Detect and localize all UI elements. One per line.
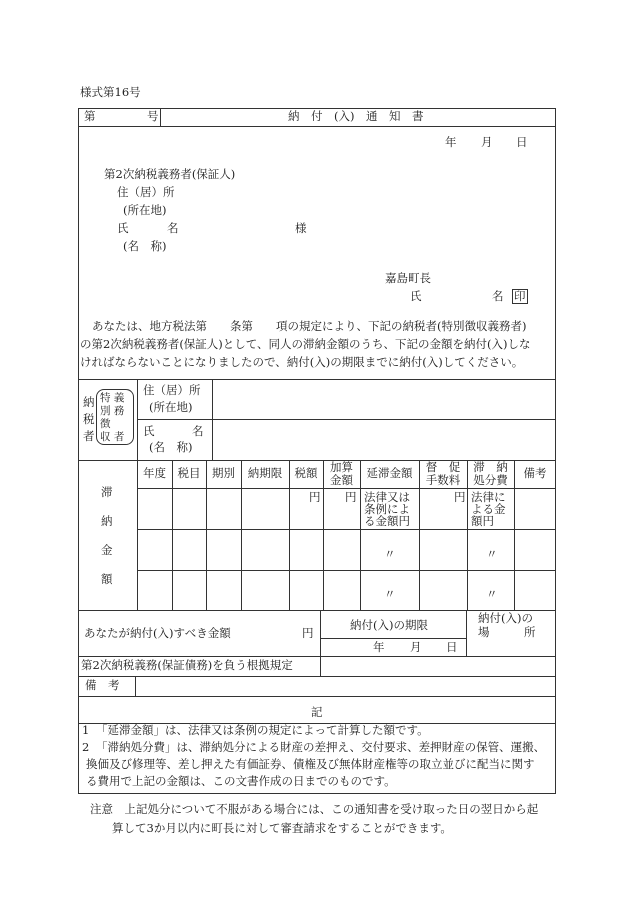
ditto-disposal-row-3: 〃: [486, 587, 498, 601]
col-header-remarks: 備考: [523, 466, 547, 480]
col-header-year: 年度: [143, 466, 166, 480]
arrears-side-3: 金: [101, 543, 113, 557]
addressee-address-sub: (所在地): [123, 203, 167, 217]
col-header-fee-1: 督 促: [425, 460, 461, 474]
date-day: 日: [516, 135, 528, 149]
taxpayer-paren-4: 収 者: [100, 431, 125, 443]
rule: [172, 460, 173, 610]
addressee-name-sub: (名 称): [123, 239, 167, 253]
rule: [78, 126, 556, 127]
addressee-sama: 様: [295, 221, 307, 235]
rule: [320, 656, 321, 676]
payment-deadline-day: 日: [446, 640, 458, 654]
body-line-3: ければならないことになりましたので、納付(入)の期限までに納付(入)してください。: [80, 355, 524, 369]
seal-mark: 印: [514, 289, 526, 303]
disposal-note-3: 額円: [471, 514, 494, 528]
body-line-1: あなたは、地方税法第 条第 項の規定により、下記の納税者(特別徴収義務者): [92, 319, 527, 333]
col-header-item: 税目: [177, 466, 201, 480]
rule: [514, 460, 515, 610]
taxpayer-char-3: 者: [83, 429, 95, 443]
number-go: 号: [147, 109, 159, 123]
rule: [137, 570, 556, 571]
date-month: 月: [481, 135, 493, 149]
taxpayer-name-mei: 名: [192, 424, 204, 438]
basis-label: 第2次納税義務(保証債務)を負う根拠規定: [81, 658, 293, 672]
arrears-side-1: 滞: [101, 485, 113, 499]
taxpayer-paren-1: 特 義: [100, 392, 125, 404]
rule: [206, 460, 207, 610]
rule: [78, 696, 556, 697]
ditto-delay-row-2: 〃: [384, 547, 396, 561]
taxpayer-name-sub: (名 称): [149, 440, 193, 454]
note-1-text: 「延滞金額」は、法律又は条例の規定によって計算した額です。: [96, 723, 429, 737]
payment-deadline-label: 納付(入)の期限: [350, 618, 428, 632]
taxpayer-paren-3: 徴: [100, 418, 111, 430]
taxpayer-paren-2: 別 務: [100, 405, 125, 417]
form-number: 様式第16号: [80, 85, 141, 99]
col-header-delay: 延滞金額: [366, 466, 413, 480]
taxpayer-name-shi: 氏: [143, 424, 155, 438]
col-header-disposal-1: 滞 納: [473, 460, 508, 474]
rule: [135, 676, 136, 696]
rule: [78, 379, 556, 380]
payment-amount-yen: 円: [302, 626, 314, 640]
arrears-side-2: 納: [101, 514, 113, 528]
addressee-name-shi: 氏: [117, 221, 129, 235]
disposal-note-2: よる金: [471, 502, 506, 516]
delay-note-3: る金額円: [364, 514, 410, 528]
delay-note-1: 法律又は: [364, 490, 410, 504]
caution-line-1: 注意 上記処分について不服がある場合には、この通知書を受け取った日の翌日から起: [90, 802, 539, 816]
rule: [78, 656, 556, 657]
unit-yen-fee: 円: [454, 490, 466, 504]
col-header-add-2: 金額: [330, 473, 353, 487]
rule: [137, 488, 556, 489]
rule: [466, 610, 467, 656]
rule: [78, 676, 556, 677]
col-header-fee-2: 手数料: [425, 473, 461, 487]
number-dai: 第: [84, 109, 96, 123]
rule: [78, 793, 556, 794]
taxpayer-char-1: 納: [83, 395, 95, 409]
unit-yen-tax: 円: [309, 490, 321, 504]
note-1-number: 1: [82, 723, 90, 737]
note-2-line-1: 「滞納処分費」は、滞納処分による財産の差押え、交付要求、差押財産の保管、運搬、: [96, 740, 546, 754]
rule: [137, 419, 556, 420]
note-2-line-3: る費用で上記の金額は、この文書作成の日までのものです。: [86, 774, 396, 788]
col-header-period: 期別: [212, 466, 235, 480]
issuer-title: 嘉島町長: [385, 271, 431, 285]
rule: [360, 460, 361, 610]
payment-deadline-year: 年: [373, 640, 385, 654]
col-header-deadline: 納期限: [247, 466, 283, 480]
note-2-number: 2: [82, 740, 90, 754]
issuer-mei: 名: [492, 289, 504, 303]
disposal-note-1: 法律に: [471, 490, 506, 504]
rule: [320, 638, 466, 639]
rule: [137, 379, 138, 460]
arrears-side-4: 額: [101, 572, 113, 586]
rule: [78, 723, 79, 793]
col-header-add-1: 加算: [330, 460, 353, 474]
payment-deadline-month: 月: [410, 640, 422, 654]
issuer-shi: 氏: [410, 289, 422, 303]
remarks-label: 備 考: [85, 678, 120, 692]
notes-ki: 記: [311, 705, 323, 719]
addressee-address-label: 住（居）所: [117, 185, 175, 199]
ditto-disposal-row-2: 〃: [486, 547, 498, 561]
date-year: 年: [445, 135, 457, 149]
rule: [137, 529, 556, 530]
col-header-tax: 税額: [294, 466, 318, 480]
payment-place-label-2: 場 所: [478, 625, 536, 639]
taxpayer-char-2: 税: [83, 412, 95, 426]
unit-yen-add: 円: [345, 490, 357, 504]
rule: [160, 108, 161, 126]
ditto-delay-row-3: 〃: [384, 587, 396, 601]
delay-note-2: 条例によ: [364, 502, 410, 516]
taxpayer-address-sub: (所在地): [149, 400, 193, 414]
addressee-name-mei: 名: [167, 221, 179, 235]
payment-place-label-1: 納付(入)の: [478, 611, 533, 625]
note-2-line-2: 換価及び修理等、差し押えた有価証券、債権及び無体財産権等の取立並びに配当に関す: [86, 757, 535, 771]
rule: [289, 460, 290, 610]
payment-amount-label: あなたが納付(入)すべき金額: [84, 626, 231, 640]
rule: [137, 460, 138, 610]
taxpayer-address-label: 住（居）所: [143, 383, 201, 397]
body-line-2: の第2次納税義務者(保証人)として、同人の滞納金額のうち、下記の金額を納付(入)しな: [80, 337, 531, 351]
col-header-disposal-2: 処分費: [473, 473, 508, 487]
document-title: 納 付 (入) 通 知 書: [288, 109, 424, 123]
addressee-role: 第2次納税義務者(保証人): [104, 167, 236, 181]
rule: [320, 610, 321, 656]
caution-line-2: 算して3か月以内に町長に対して審査請求をすることができます。: [112, 821, 452, 835]
rule: [555, 723, 556, 793]
rule: [241, 460, 242, 610]
rule: [212, 379, 213, 460]
